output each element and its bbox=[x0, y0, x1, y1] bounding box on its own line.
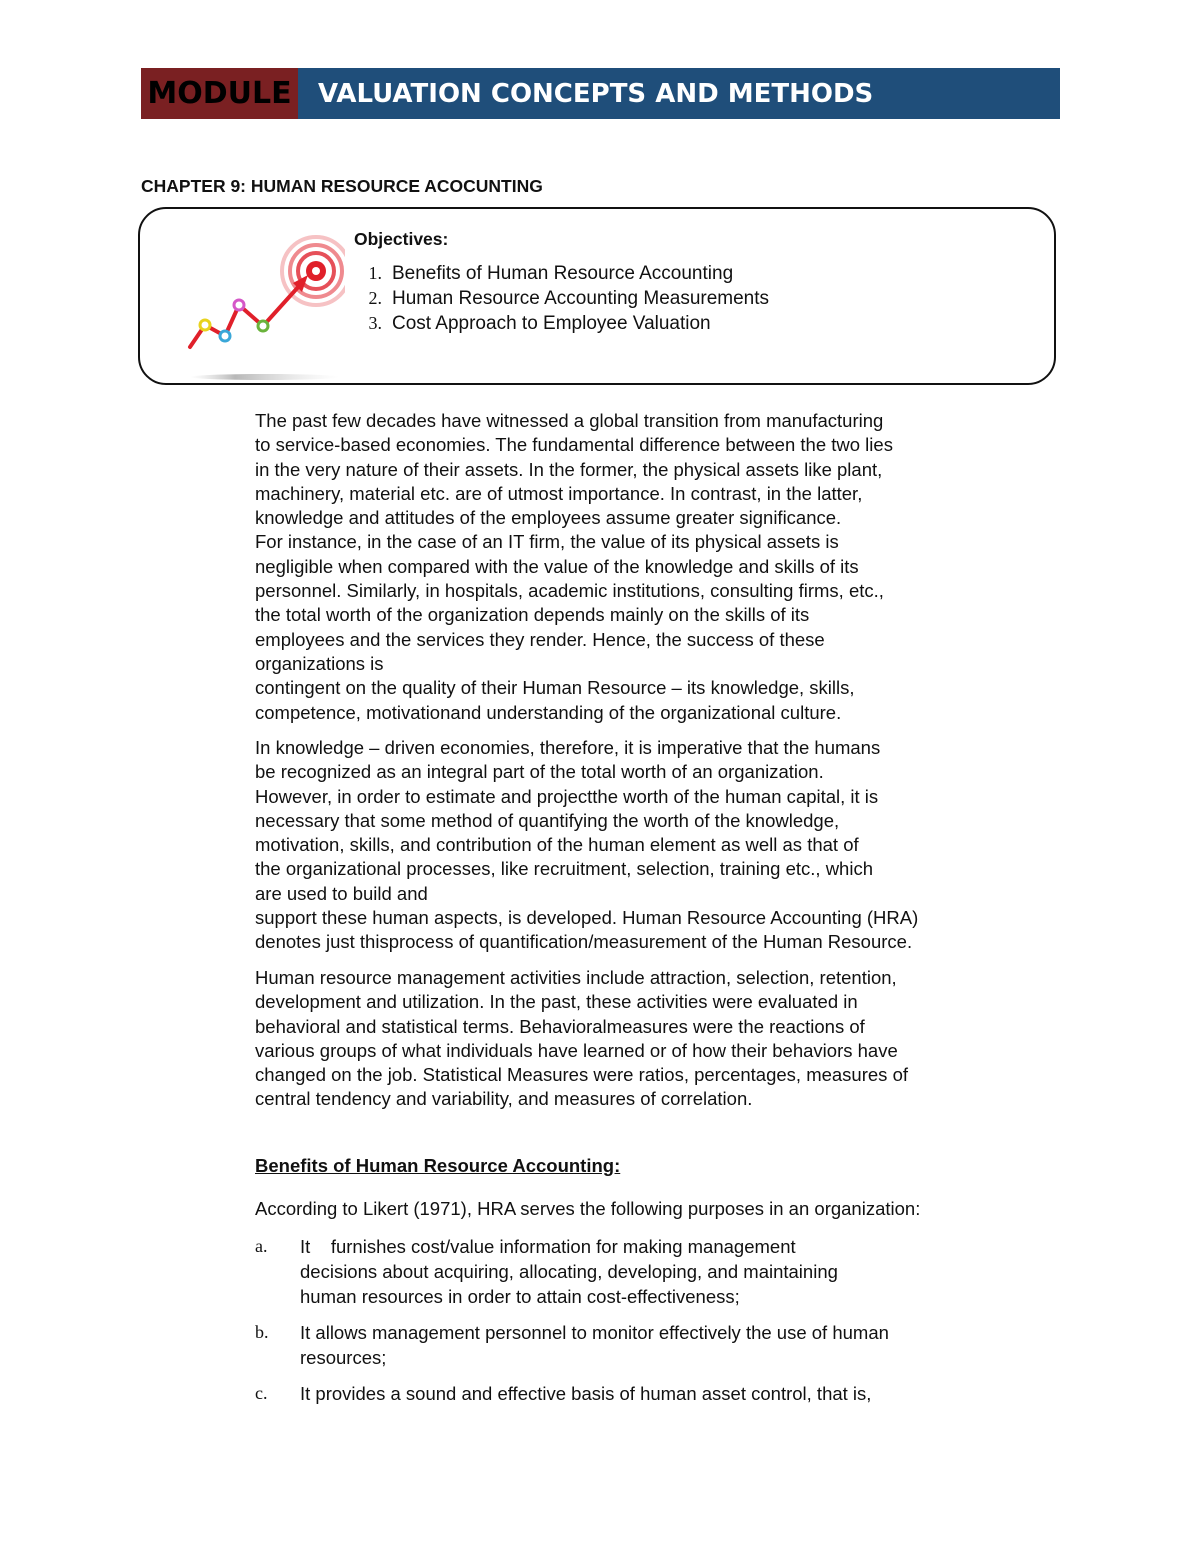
paragraph-line: behavioral and statistical terms. Behavioralmeasures were the reactions of bbox=[255, 1015, 865, 1037]
objective-text: Benefits of Human Resource Accounting bbox=[392, 263, 734, 284]
benefits-heading: Benefits of Human Resource Accounting: bbox=[255, 1155, 621, 1176]
objective-item bbox=[368, 286, 770, 311]
benefit-letter: a. bbox=[255, 1236, 268, 1256]
objective-number: 3. bbox=[368, 313, 382, 333]
benefit-item bbox=[255, 1320, 1015, 1370]
chapter-title: CHAPTER 9: HUMAN RESOURCE ACOCUNTING bbox=[141, 176, 543, 196]
paragraph-line: various groups of what individuals have learned or of how their behaviors have bbox=[255, 1039, 898, 1061]
benefit-line: It provides a sound and effective basis of human asset control, that is, bbox=[300, 1383, 872, 1404]
paragraph-line: be recognized as an integral part of the total worth of an organization. bbox=[255, 761, 824, 783]
objective-item bbox=[368, 261, 769, 286]
paragraph-line: employees and the services they render. Hence, the success of these bbox=[255, 628, 825, 650]
objective-number: 1. bbox=[368, 263, 382, 283]
objectives-list bbox=[368, 261, 770, 336]
paragraph-line: development and utilization. In the past, these activities were evaluated in bbox=[255, 991, 858, 1013]
objective-number: 2. bbox=[368, 288, 382, 308]
paragraph-line: knowledge and attitudes of the employees assume greater significance. bbox=[255, 507, 842, 529]
paragraph-line: negligible when compared with the value of the knowledge and skills of its bbox=[255, 555, 859, 577]
benefit-line: resources; bbox=[300, 1347, 387, 1368]
paragraph-line: motivation, skills, and contribution of the human element as well as that of bbox=[255, 834, 859, 856]
paragraph-line: In knowledge – driven economies, therefore, it is imperative that the humans bbox=[255, 737, 881, 758]
target-growth-icon bbox=[175, 227, 345, 382]
benefit-line: It furnishes cost/value information for making management bbox=[300, 1236, 796, 1257]
paragraph-line: Human resource management activities include attraction, selection, retention, bbox=[255, 967, 897, 988]
paragraph-line: contingent on the quality of their Human Resource – its knowledge, skills, bbox=[255, 677, 855, 699]
objectives-heading: Objectives: bbox=[354, 229, 449, 249]
module-label: MODULE bbox=[141, 68, 298, 119]
paragraph-line: the organizational processes, like recruitment, selection, training etc., which bbox=[255, 858, 873, 880]
paragraph-line: are used to build and bbox=[255, 882, 428, 904]
benefits-intro: According to Likert (1971), HRA serves the following purposes in an organization: bbox=[255, 1198, 921, 1219]
knowledge-economy-paragraph bbox=[255, 736, 1045, 955]
module-title: VALUATION CONCEPTS AND METHODS bbox=[318, 78, 874, 109]
objective-text: Human Resource Accounting Measurements bbox=[392, 288, 770, 309]
objective-text: Cost Approach to Employee Valuation bbox=[392, 313, 711, 334]
benefit-letter: b. bbox=[255, 1322, 269, 1342]
objectives-box bbox=[138, 207, 1056, 385]
benefit-line: It allows management personnel to monitor effectively the use of human bbox=[300, 1322, 889, 1343]
paragraph-line: changed on the job. Statistical Measures were ratios, percentages, measures of bbox=[255, 1064, 908, 1086]
benefit-item bbox=[255, 1234, 1015, 1309]
benefit-line: decisions about acquiring, allocating, developing, and maintaining bbox=[300, 1261, 838, 1282]
paragraph-line: machinery, material etc. are of utmost importance. In contrast, in the latter, bbox=[255, 482, 863, 504]
paragraph-line: personnel. Similarly, in hospitals, academic institutions, consulting firms, etc., bbox=[255, 580, 884, 602]
paragraph-line: However, in order to estimate and projectthe worth of the human capital, it is bbox=[255, 785, 879, 807]
hrm-activities-paragraph bbox=[255, 966, 1045, 1112]
benefit-letter: c. bbox=[255, 1383, 268, 1403]
paragraph-line: organizations is bbox=[255, 652, 384, 674]
benefit-line: human resources in order to attain cost-effectiveness; bbox=[300, 1286, 740, 1307]
paragraph-line: The past few decades have witnessed a global transition from manufacturing bbox=[255, 410, 884, 431]
paragraph-line: competence, motivationand understanding of the organizational culture. bbox=[255, 701, 842, 723]
module-header-bar bbox=[141, 68, 1060, 119]
paragraph-line: denotes just thisprocess of quantification/measurement of the Human Resource. bbox=[255, 931, 913, 953]
paragraph-line: For instance, in the case of an IT firm, the value of its physical assets is bbox=[255, 531, 839, 553]
paragraph-line: central tendency and variability, and measures of correlation. bbox=[255, 1088, 753, 1110]
benefit-item bbox=[255, 1381, 1015, 1406]
intro-paragraph bbox=[255, 409, 1045, 725]
paragraph-line: to service-based economies. The fundamental difference between the two lies bbox=[255, 434, 893, 456]
objective-item bbox=[368, 311, 769, 336]
paragraph-line: the total worth of the organization depends mainly on the skills of its bbox=[255, 604, 810, 626]
paragraph-line: in the very nature of their assets. In the former, the physical assets like plant, bbox=[255, 458, 883, 480]
paragraph-line: necessary that some method of quantifying the worth of the knowledge, bbox=[255, 809, 840, 831]
paragraph-line: support these human aspects, is developed. Human Resource Accounting (HRA) bbox=[255, 907, 919, 929]
